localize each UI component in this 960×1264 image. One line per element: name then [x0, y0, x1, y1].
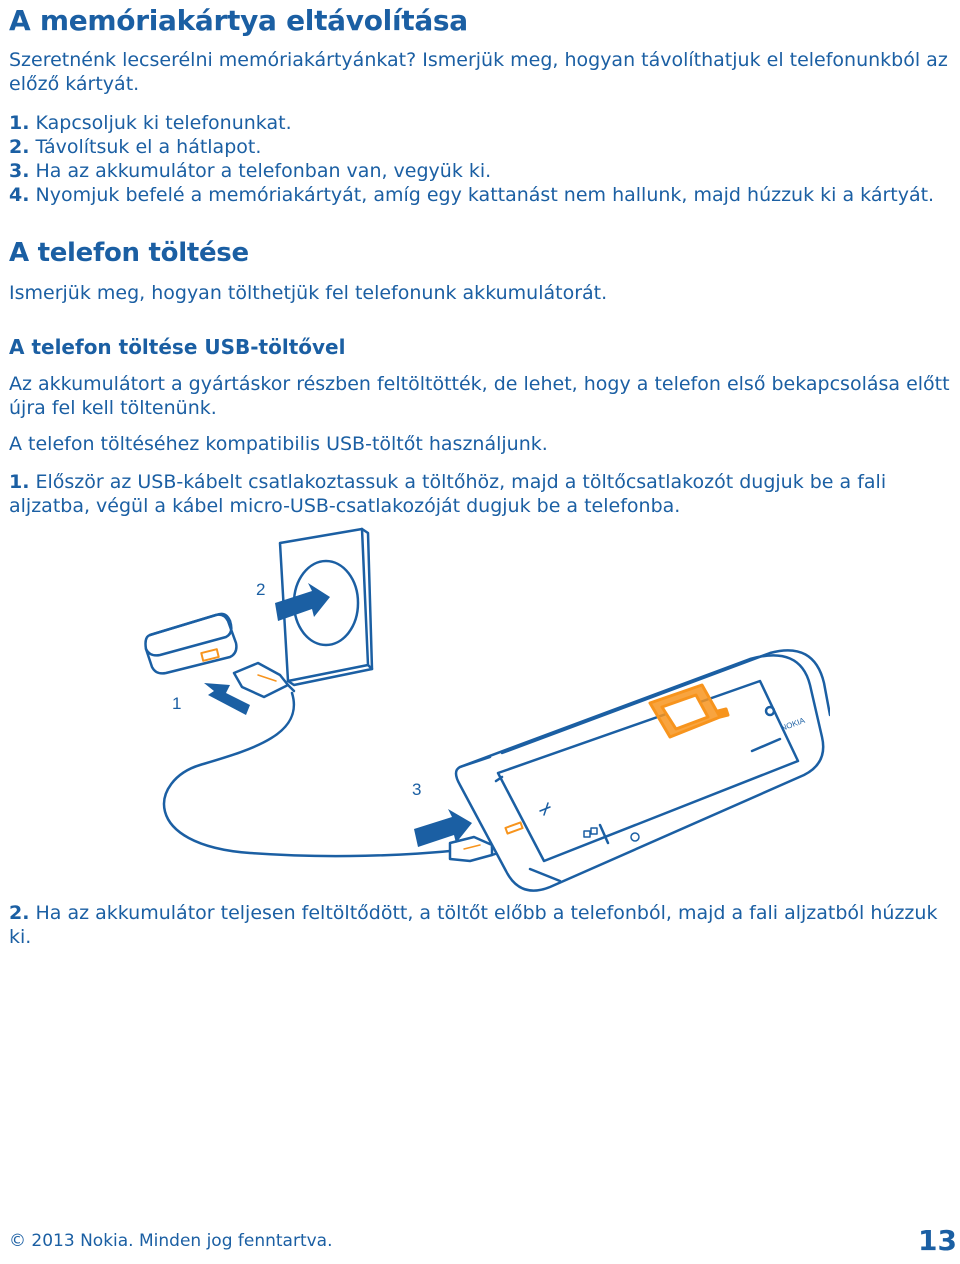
list-item: 2. Távolítsuk el a hátlapot. — [9, 136, 262, 158]
step-label-3: 3 — [412, 780, 422, 799]
section-title-charging: A telefon töltése — [9, 238, 249, 268]
step-label-1: 1 — [172, 694, 182, 713]
list-item: 3. Ha az akkumulátor a telefonban van, vegyük ki. — [9, 160, 492, 182]
copyright: © 2013 Nokia. Minden jog fenntartva. — [9, 1231, 333, 1251]
memory-card-intro: Szeretnénk lecserélni memóriakártyánkat? Ismerjük meg, hogyan távolíthatjuk el telefonunkból az előző kártyát. — [9, 49, 948, 95]
usb-step-2: 2. Ha az akkumulátor teljesen feltöltődött, a töltőt előbb a telefonból, majd a fali aljzatból húzzuk ki. — [9, 902, 938, 948]
usb-step-1: 1. Először az USB-kábelt csatlakoztassuk a töltőhöz, majd a töltőcsatlakozót dugjuk be a fali aljzatba, végül a kábel micro-USB-csatlakozóját dugjuk be a telefonba. — [9, 471, 887, 517]
list-item: 1. Kapcsoljuk ki telefonunkat. — [9, 112, 292, 134]
usb-cable — [164, 693, 450, 856]
section-title-usb-charger: A telefon töltése USB-töltővel — [9, 335, 346, 359]
list-item: 4. Nyomjuk befelé a memóriakártyát, amíg egy kattanást nem hallunk, majd húzzuk ki a kártyát. — [9, 184, 935, 206]
brand-logo: NOKIA — [779, 715, 807, 733]
phone-icon — [456, 650, 830, 890]
charging-intro: Ismerjük meg, hogyan tölthetjük fel telefonunk akkumulátorát. — [9, 282, 608, 304]
page-number: 13 — [918, 1224, 957, 1257]
usb-para-2: A telefon töltéséhez kompatibilis USB-töltőt használjunk. — [9, 433, 548, 455]
usb-plug-icon — [234, 663, 294, 697]
step-label-2: 2 — [256, 580, 266, 599]
section-title-memory-card: A memóriakártya eltávolítása — [9, 4, 468, 37]
memory-card-steps — [9, 111, 934, 207]
usb-para-1: Az akkumulátort a gyártáskor részben feltöltötték, de lehet, hogy a telefon első bekapcsolása előtt újra fel kell töltenünk. — [9, 373, 950, 419]
charger-icon — [146, 614, 237, 674]
charging-illustration — [130, 525, 830, 895]
